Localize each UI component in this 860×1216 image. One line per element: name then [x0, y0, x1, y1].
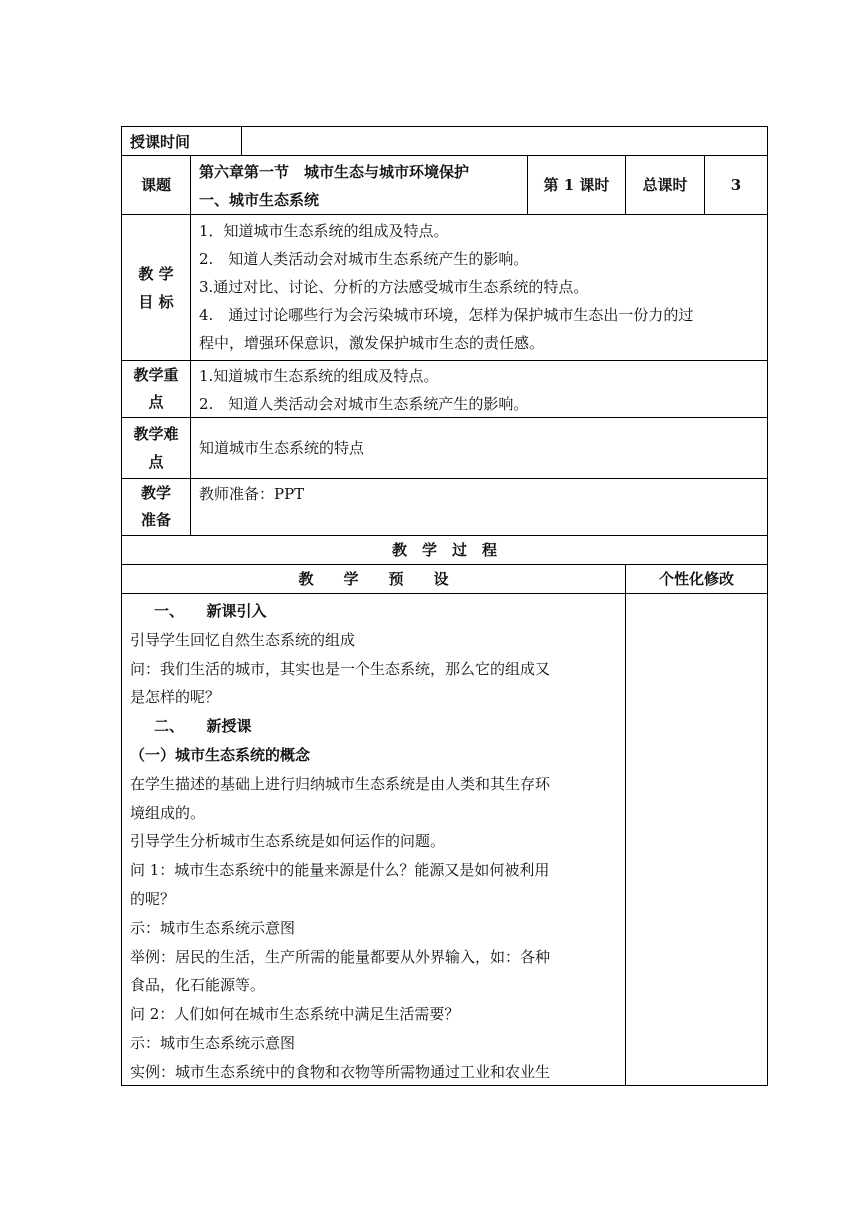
process-line: 境组成的。 — [130, 803, 206, 822]
difficulty-label-line1: 教学难 — [133, 425, 179, 443]
subsection-heading: （一）城市生态系统的概念 — [130, 745, 311, 764]
process-body — [121, 593, 626, 1086]
prep-label-line2: 准备 — [140, 511, 171, 529]
topic-label: 课题 — [121, 155, 191, 215]
goals-label — [121, 214, 191, 361]
process-title: 教 学 过 程 — [121, 535, 768, 565]
time-value — [241, 126, 768, 156]
process-line: 问 2：人们如何在城市生态系统中满足生活需要？ — [130, 1005, 460, 1024]
key-points-label-line1: 教学重 — [133, 366, 179, 384]
goal-item: 3.通过对比、讨论、分析的方法感受城市生态系统的特点。 — [199, 278, 589, 296]
difficulty-label — [121, 417, 191, 479]
process-line: 在学生描述的基础上进行归纳城市生态系统是由人类和其生存环 — [130, 774, 551, 793]
key-point-item: 1.知道城市生态系统的组成及特点。 — [199, 367, 439, 385]
goal-item: 1．知道城市生态系统的组成及特点。 — [199, 222, 449, 240]
topic-subtitle: 一、城市生态系统 — [199, 191, 320, 209]
process-line: 是怎样的呢？ — [130, 688, 221, 707]
goals-content — [190, 214, 768, 361]
lesson-number: 第 1 课时 — [527, 155, 626, 215]
goal-item: 2. 知道人类活动会对城市生态系统产生的影响。 — [199, 250, 529, 268]
process-main-header: 教 学 预 设 — [121, 564, 626, 594]
process-line: 的呢？ — [130, 889, 176, 908]
goal-item: 4. 通过讨论哪些行为会污染城市环境，怎样为保护城市生态出一份力的过 — [199, 306, 694, 324]
difficulty-content: 知道城市生态系统的特点 — [190, 417, 768, 479]
key-point-item: 2. 知道人类活动会对城市生态系统产生的影响。 — [199, 395, 529, 413]
process-line: 问 1：城市生态系统中的能量来源是什么？能源又是如何被利用 — [130, 861, 550, 880]
goal-item: 程中，增强环保意识，激发保护城市生态的责任感。 — [199, 334, 545, 352]
prep-label-line1: 教学 — [140, 484, 171, 502]
process-line: 示：城市生态系统示意图 — [130, 1033, 296, 1052]
prep-content: 教师准备：PPT — [190, 478, 768, 536]
topic-cell — [190, 155, 528, 215]
process-side-header: 个性化修改 — [625, 564, 768, 594]
key-points-label-line2: 点 — [148, 393, 164, 411]
process-line: 问：我们生活的城市，其实也是一个生态系统，那么它的组成又 — [130, 659, 551, 678]
process-line: 食品，化石能源等。 — [130, 976, 266, 995]
prep-label — [121, 478, 191, 536]
process-line: 举例：居民的生活，生产所需的能量都要从外界输入，如：各种 — [130, 947, 551, 966]
section-heading: 二、 新授课 — [154, 717, 252, 736]
process-line: 引导学生分析城市生态系统是如何运作的问题。 — [130, 832, 446, 851]
key-points-content — [190, 360, 768, 418]
goals-label-line1: 教 学 — [138, 264, 174, 283]
time-label: 授课时间 — [121, 126, 242, 156]
process-line: 引导学生回忆自然生态系统的组成 — [130, 630, 356, 649]
total-lessons-value: 3 — [704, 155, 768, 215]
difficulty-label-line2: 点 — [148, 453, 164, 471]
lesson-plan-table — [121, 126, 768, 1086]
total-lessons-label: 总课时 — [625, 155, 705, 215]
key-points-label — [121, 360, 191, 418]
process-line: 示：城市生态系统示意图 — [130, 918, 296, 937]
section-heading: 一、 新课引入 — [154, 602, 267, 620]
personal-edit-column[interactable] — [625, 593, 768, 1086]
topic-title: 第六章第一节 城市生态与城市环境保护 — [199, 163, 470, 181]
process-line: 实例：城市生态系统中的食物和衣物等所需物通过工业和农业生 — [130, 1062, 551, 1081]
goals-label-line2: 目 标 — [138, 292, 174, 311]
